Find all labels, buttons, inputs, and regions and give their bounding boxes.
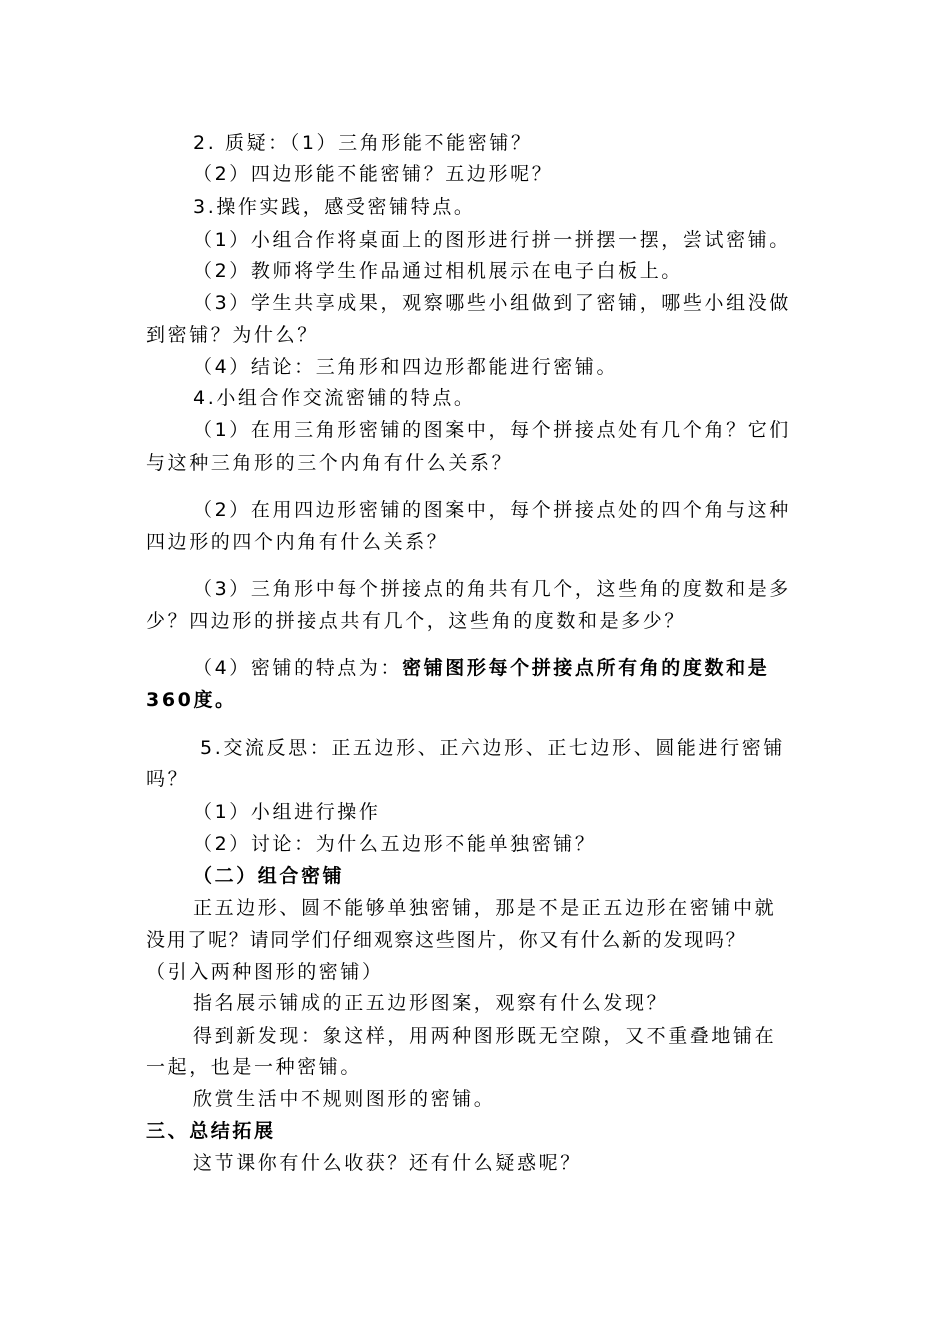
doc-line-15: 少？四边形的拼接点共有几个，这些角的度数和是多少？ — [146, 610, 687, 632]
section-heading-combined-tiling: （二）组合密铺 — [193, 865, 345, 887]
doc-line-3: 3.操作实践，感受密铺特点。 — [193, 196, 476, 218]
doc-line-25: 指名展示铺成的正五边形图案，观察有什么发现？ — [193, 992, 669, 1014]
doc-line-13: 四边形的四个内角有什么关系？ — [146, 531, 449, 553]
doc-line-2: （2）四边形能不能密铺？五边形呢？ — [193, 163, 554, 185]
doc-line-7: 到密铺？为什么？ — [146, 324, 319, 346]
doc-line-22: 正五边形、圆不能够单独密铺，那是不是正五边形在密铺中就 — [193, 897, 777, 919]
doc-line-16-text: （4）密铺的特点为： — [193, 657, 403, 679]
doc-line-4: （1）小组合作将桌面上的图形进行拼一拼摆一摆，尝试密铺。 — [193, 229, 791, 251]
doc-line-5: （2）教师将学生作品通过相机展示在电子白板上。 — [193, 260, 683, 282]
doc-line-8: （4）结论：三角形和四边形都能进行密铺。 — [193, 356, 619, 378]
doc-line-12: （2）在用四边形密铺的图案中，每个拼接点处的四个角与这种 — [193, 499, 791, 521]
doc-line-19: 吗？ — [146, 768, 190, 790]
doc-line-20: （1）小组进行操作 — [193, 801, 381, 823]
doc-line-29: 这节课你有什么收获？还有什么疑惑呢？ — [193, 1152, 582, 1174]
doc-line-16-bold: 密铺图形每个拼接点所有角的度数和是 — [402, 657, 770, 679]
doc-line-11: 与这种三角形的三个内角有什么关系？ — [146, 452, 514, 474]
section-heading-summary: 三、总结拓展 — [146, 1120, 276, 1142]
doc-line-28: 欣赏生活中不规则图形的密铺。 — [193, 1088, 496, 1110]
doc-line-9: 4.小组合作交流密铺的特点。 — [193, 387, 476, 409]
doc-line-24: （引入两种图形的密铺） — [146, 961, 384, 983]
doc-line-21: （2）讨论：为什么五边形不能单独密铺？ — [193, 833, 597, 855]
doc-line-26: 得到新发现：象这样，用两种图形既无空隙，又不重叠地铺在 — [193, 1025, 777, 1047]
doc-line-6: （3）学生共享成果，观察哪些小组做到了密铺，哪些小组没做 — [193, 292, 791, 314]
doc-line-18: 5.交流反思：正五边形、正六边形、正七边形、圆能进行密铺 — [200, 737, 785, 759]
doc-line-16 — [193, 656, 769, 680]
doc-line-17: 360度。 — [146, 689, 237, 711]
doc-line-27: 一起，也是一种密铺。 — [146, 1056, 363, 1078]
doc-line-10: （1）在用三角形密铺的图案中，每个拼接点处有几个角？它们 — [193, 419, 791, 441]
doc-line-1: 2. 质疑：（1）三角形能不能密铺？ — [193, 132, 533, 154]
doc-line-23: 没用了呢？请同学们仔细观察这些图片，你又有什么新的发现吗？ — [146, 929, 747, 951]
doc-line-14: （3）三角形中每个拼接点的角共有几个，这些角的度数和是多 — [193, 578, 791, 600]
